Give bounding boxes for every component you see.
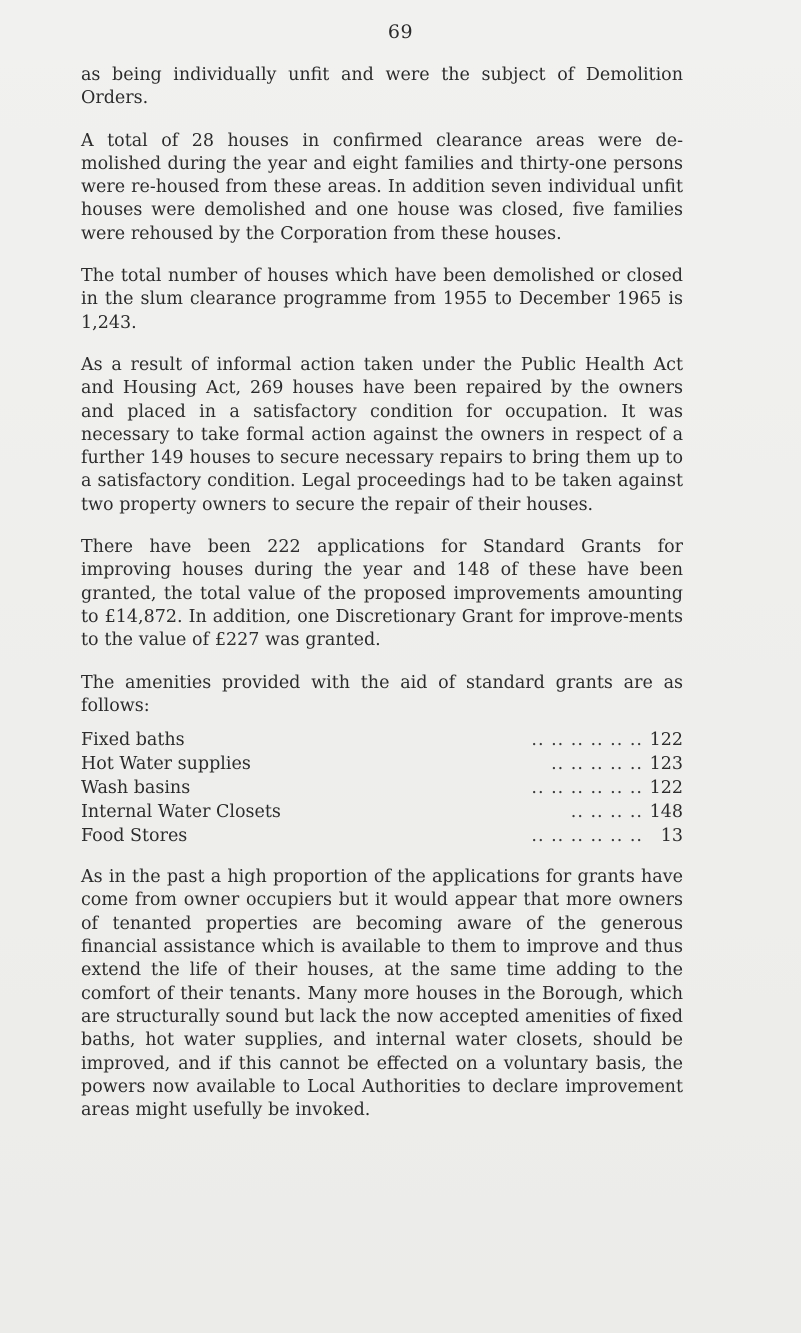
amenity-row <box>81 824 683 848</box>
paragraph-owner-occupiers: As in the past a high proportion of the applications for grants have come from owner occupiers but it would appear that more owners of tenanted properties are becoming aware of the generous financial assistance which is available to them to improve and thus extend the life of their houses, at the same time adding to the comfort of their tenants. Many more houses in the Borough, which are structurally sound but lack the now accepted amenities of fixed baths, hot water supplies, and internal water closets, should be improved, and if this cannot be effected on a voluntary basis, the powers now available to Local Authorities to declare improvement areas might usefully be invoked. <box>81 867 683 1121</box>
amenity-row <box>81 800 683 824</box>
amenity-row <box>81 728 683 752</box>
leader-dots: .. .. .. .. .. <box>551 754 643 775</box>
leader-dots: .. .. .. .. .. .. <box>531 826 643 847</box>
amenity-row <box>81 752 683 776</box>
leader-dots: .. .. .. .. <box>570 802 643 823</box>
amenity-count: 148 <box>649 802 683 823</box>
amenities-list <box>81 728 683 848</box>
amenity-row <box>81 776 683 800</box>
amenity-count: 122 <box>649 778 683 799</box>
paragraph-informal-action: As a result of informal action taken under the Public Health Act and Housing Act, 269 houses have been repaired by the owners and placed in a satisfactory condition for occupation. It was necessary to take formal action against the owners in respect of a further 149 houses to secure necessary repairs to bring them up to a satisfactory condition. Legal proceedings had to be taken against two property owners to secure the repair of their houses. <box>81 354 683 515</box>
amenity-label: Food Stores <box>81 826 188 847</box>
paragraph-standard-grants: There have been 222 applications for Standard Grants for improving houses during the year and 148 of these have been granted, the total value of the proposed improvements amounting to £14,872. In addition, one Discretionary Grant for improve-ments to the value of £227 was granted. <box>81 537 683 651</box>
body-text <box>81 64 683 1122</box>
amenity-label: Hot Water supplies <box>81 754 251 775</box>
paragraph-clearance-areas: A total of 28 houses in confirmed clearance areas were de-molished during the year and eight families and thirty-one persons were re-housed from these areas. In addition seven individual unfit houses were demolished and one house was closed, five families were rehoused by the Corporation from these houses. <box>81 130 683 244</box>
leader-dots: .. .. .. .. .. .. <box>531 778 643 799</box>
amenity-label: Internal Water Closets <box>81 802 281 823</box>
amenity-label: Fixed baths <box>81 730 185 751</box>
amenity-label: Wash basins <box>81 778 191 799</box>
amenity-count: 13 <box>660 826 683 847</box>
amenity-count: 123 <box>649 754 683 775</box>
page-number: 69 <box>387 21 414 43</box>
paragraph-demolition-orders: as being individually unfit and were the subject of Demolition Orders. <box>81 65 683 109</box>
paragraph-slum-clearance-total: The total number of houses which have been demolished or closed in the slum clearance programme from 1955 to December 1965 is 1,243. <box>81 266 683 333</box>
paragraph-amenities-intro: The amenities provided with the aid of standard grants are as follows: <box>81 672 683 716</box>
amenity-count: 122 <box>649 730 683 751</box>
leader-dots: .. .. .. .. .. .. <box>531 730 643 751</box>
